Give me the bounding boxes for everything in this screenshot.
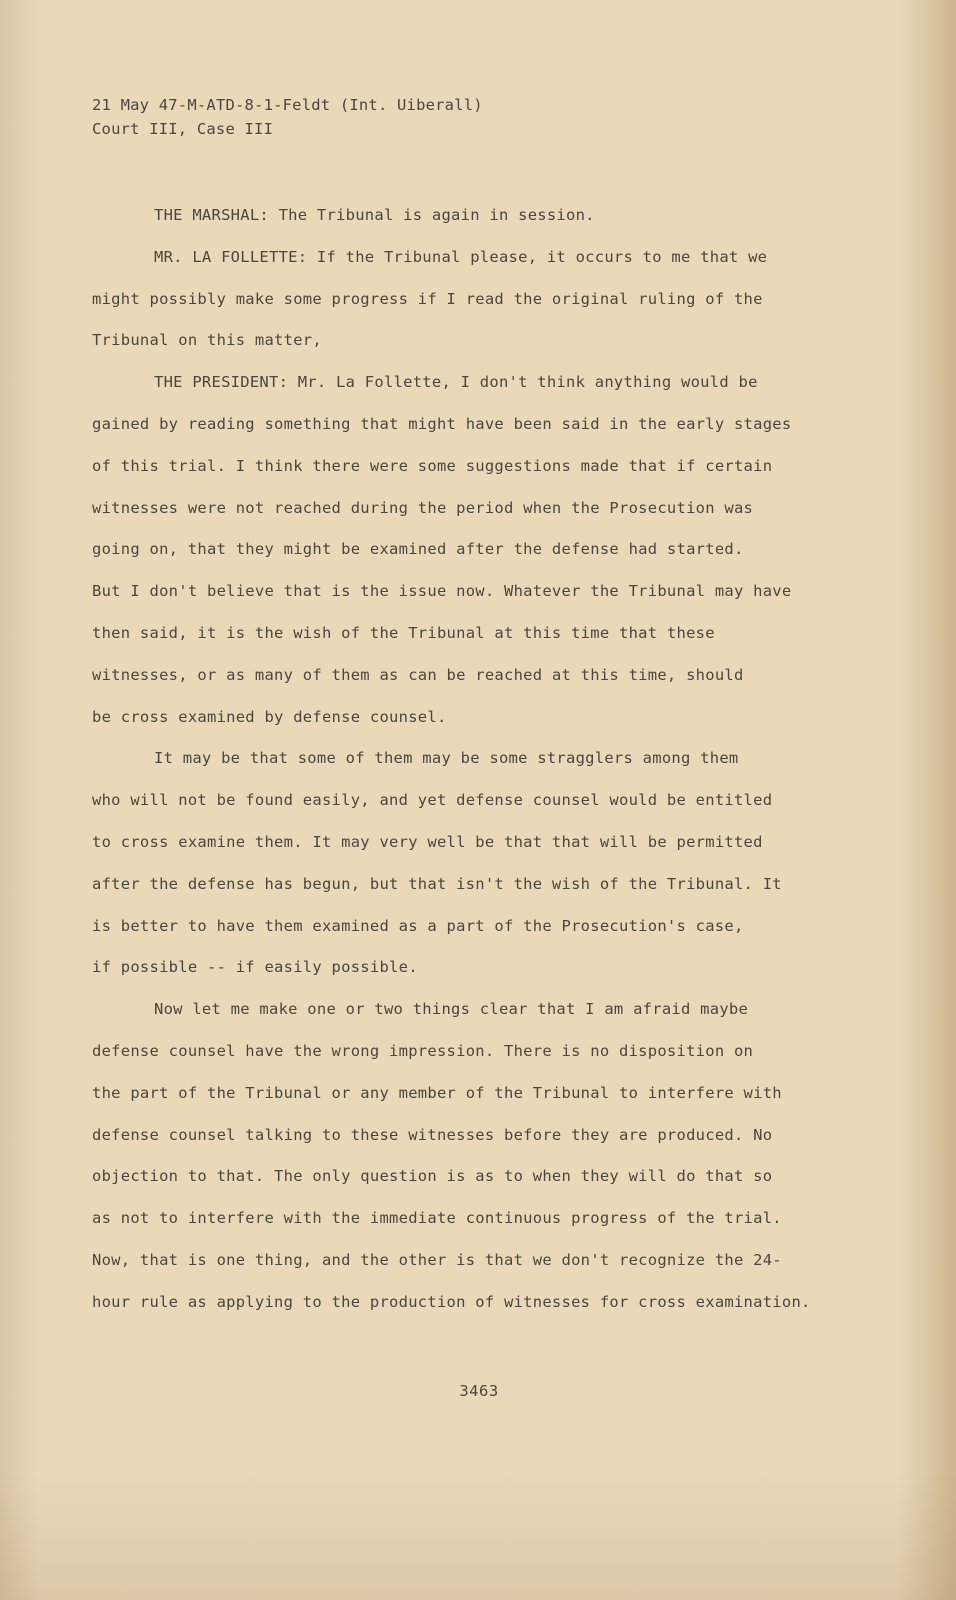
header-session-line: 21 May 47-M-ATD-8-1-Feldt (Int. Uiberall): [92, 96, 483, 114]
text-line: is better to have them examined as a part of the Prosecution's case,: [92, 916, 744, 935]
text-line: going on, that they might be examined after the defense had started.: [92, 540, 744, 559]
text-line: Now let me make one or two things clear that I am afraid maybe: [154, 1000, 749, 1019]
paragraph-la-follette: [92, 237, 872, 362]
text-line: But I don't believe that is the issue now. Whatever the Tribunal may have: [92, 582, 792, 601]
paragraph-president-3: [92, 989, 872, 1323]
text-line: hour rule as applying to the production of witnesses for cross examination.: [92, 1292, 811, 1311]
text-line: defense counsel talking to these witnesses before they are produced. No: [92, 1125, 773, 1144]
header-court-line: Court III, Case III: [92, 120, 274, 138]
text-line: witnesses were not reached during the period when the Prosecution was: [92, 498, 754, 517]
text-line: be cross examined by defense counsel.: [92, 707, 447, 726]
text-line: Now, that is one thing, and the other is that we don't recognize the 24-: [92, 1250, 782, 1269]
text-line: after the defense has begun, but that isn't the wish of the Tribunal. It: [92, 874, 782, 893]
page-number: 3463: [459, 1382, 499, 1400]
text-line: gained by reading something that might have been said in the early stages: [92, 414, 792, 433]
text-line: objection to that. The only question is as to when they will do that so: [92, 1167, 773, 1186]
transcript-body: [92, 195, 872, 1324]
paragraph-marshal: [92, 195, 872, 237]
text-line: defense counsel have the wrong impression. There is no disposition on: [92, 1041, 754, 1060]
paragraph-president-1: [92, 362, 872, 738]
text-line: of this trial. I think there were some suggestions made that if certain: [92, 456, 773, 475]
document-header: [92, 93, 483, 141]
text-line: the part of the Tribunal or any member of the Tribunal to interfere with: [92, 1083, 782, 1102]
text-line: then said, it is the wish of the Tribunal at this time that these: [92, 623, 715, 642]
paragraph-president-2: [92, 738, 872, 989]
text-line: THE PRESIDENT: Mr. La Follette, I don't think anything would be: [154, 373, 758, 392]
text-line: It may be that some of them may be some stragglers among them: [154, 749, 739, 768]
text-line: as not to interfere with the immediate continuous progress of the trial.: [92, 1209, 782, 1228]
text-line: THE MARSHAL: The Tribunal is again in session.: [154, 206, 595, 224]
text-line: to cross examine them. It may very well be that that will be permitted: [92, 832, 763, 851]
text-line: might possibly make some progress if I read the original ruling of the: [92, 289, 763, 308]
page-footer: [0, 1382, 956, 1400]
text-line: MR. LA FOLLETTE: If the Tribunal please, it occurs to me that we: [154, 247, 768, 266]
text-line: witnesses, or as many of them as can be reached at this time, should: [92, 665, 744, 684]
text-line: Tribunal on this matter,: [92, 331, 322, 350]
text-line: who will not be found easily, and yet defense counsel would be entitled: [92, 791, 773, 810]
text-line: if possible -- if easily possible.: [92, 958, 418, 977]
